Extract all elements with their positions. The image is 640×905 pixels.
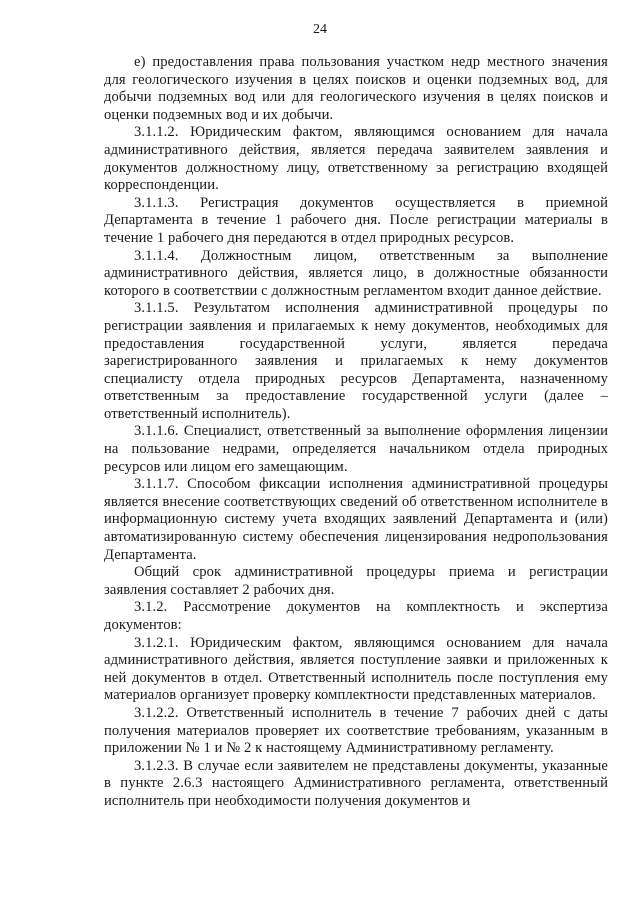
paragraph-3-1-1-2: 3.1.1.2. Юридическим фактом, являющимся основанием для начала административного действия, является передача заявителем заявления и документов должностному лицу, ответственному за регистрацию входящей корреспонденции. xyxy=(104,124,608,194)
paragraph-3-1-2-1: 3.1.2.1. Юридическим фактом, являющимся основанием для начала административного действия, является поступление заявки и приложенных к ней документов в отдел. Ответственный исполнитель после поступления ему материалов организует проверку комплектности представленных материалов. xyxy=(104,634,608,704)
paragraph-total-term: Общий срок административной процедуры приема и регистрации заявления составляет 2 рабочих дня. xyxy=(104,564,608,598)
paragraph-item-e: е) предоставления права пользования участком недр местного значения для геологического изучения в целях поисков и оценки подземных вод, для добычи подземных вод или для геологического изучения в целях поисков и оценки подземных вод и их добычи. xyxy=(104,54,608,123)
paragraph-3-1-1-4: 3.1.1.4. Должностным лицом, ответственным за выполнение административного действия, является лицо, в должностные обязанности которого в соответствии с должностным регламентом входит данное действие. xyxy=(104,247,608,299)
paragraph-3-1-2-2: 3.1.2.2. Ответственный исполнитель в течение 7 рабочих дней с даты получения материалов проверяет их соответствие требованиям, указанным в приложении № 1 и № 2 к настоящему Административному регламенту. xyxy=(104,704,608,757)
paragraph-3-1-2: 3.1.2. Рассмотрение документов на комплектность и экспертиза документов: xyxy=(104,599,608,633)
paragraph-3-1-1-6: 3.1.1.6. Специалист, ответственный за выполнение оформления лицензии на пользование недрами, определяется начальником отдела природных ресурсов или лицом его замещающим. xyxy=(104,423,608,475)
paragraph-3-1-1-7: 3.1.1.7. Способом фиксации исполнения административной процедуры является внесение соответствующих сведений об ответственном исполнителе в информационную систему учета входящих заявлений Департамента и (или) автоматизированную систему обеспечения лицензирования недропользования Департамента. xyxy=(104,476,608,563)
paragraph-3-1-1-5: 3.1.1.5. Результатом исполнения административной процедуры по регистрации заявления и прилагаемых к нему документов, необходимых для предоставления государственной услуги, является передача зарегистрированного заявления и прилагаемых к нему документов специалисту отдела природных ресурсов Департамента, назначенному ответственным за предоставление государственной услуги (далее – ответственный исполнитель). xyxy=(104,300,608,422)
paragraph-3-1-2-3: 3.1.2.3. В случае если заявителем не представлены документы, указанные в пункте 2.6.3 настоящего Административного регламента, ответственный исполнитель при необходимости получения документов и xyxy=(104,757,608,809)
paragraph-3-1-1-3: 3.1.1.3. Регистрация документов осуществляется в приемной Департамента в течение 1 рабочего дня. После регистрации материалы в течение 1 рабочего дня передаются в отдел природных ресурсов. xyxy=(104,194,608,246)
document-body xyxy=(104,54,608,811)
page-number: 24 xyxy=(313,22,327,37)
